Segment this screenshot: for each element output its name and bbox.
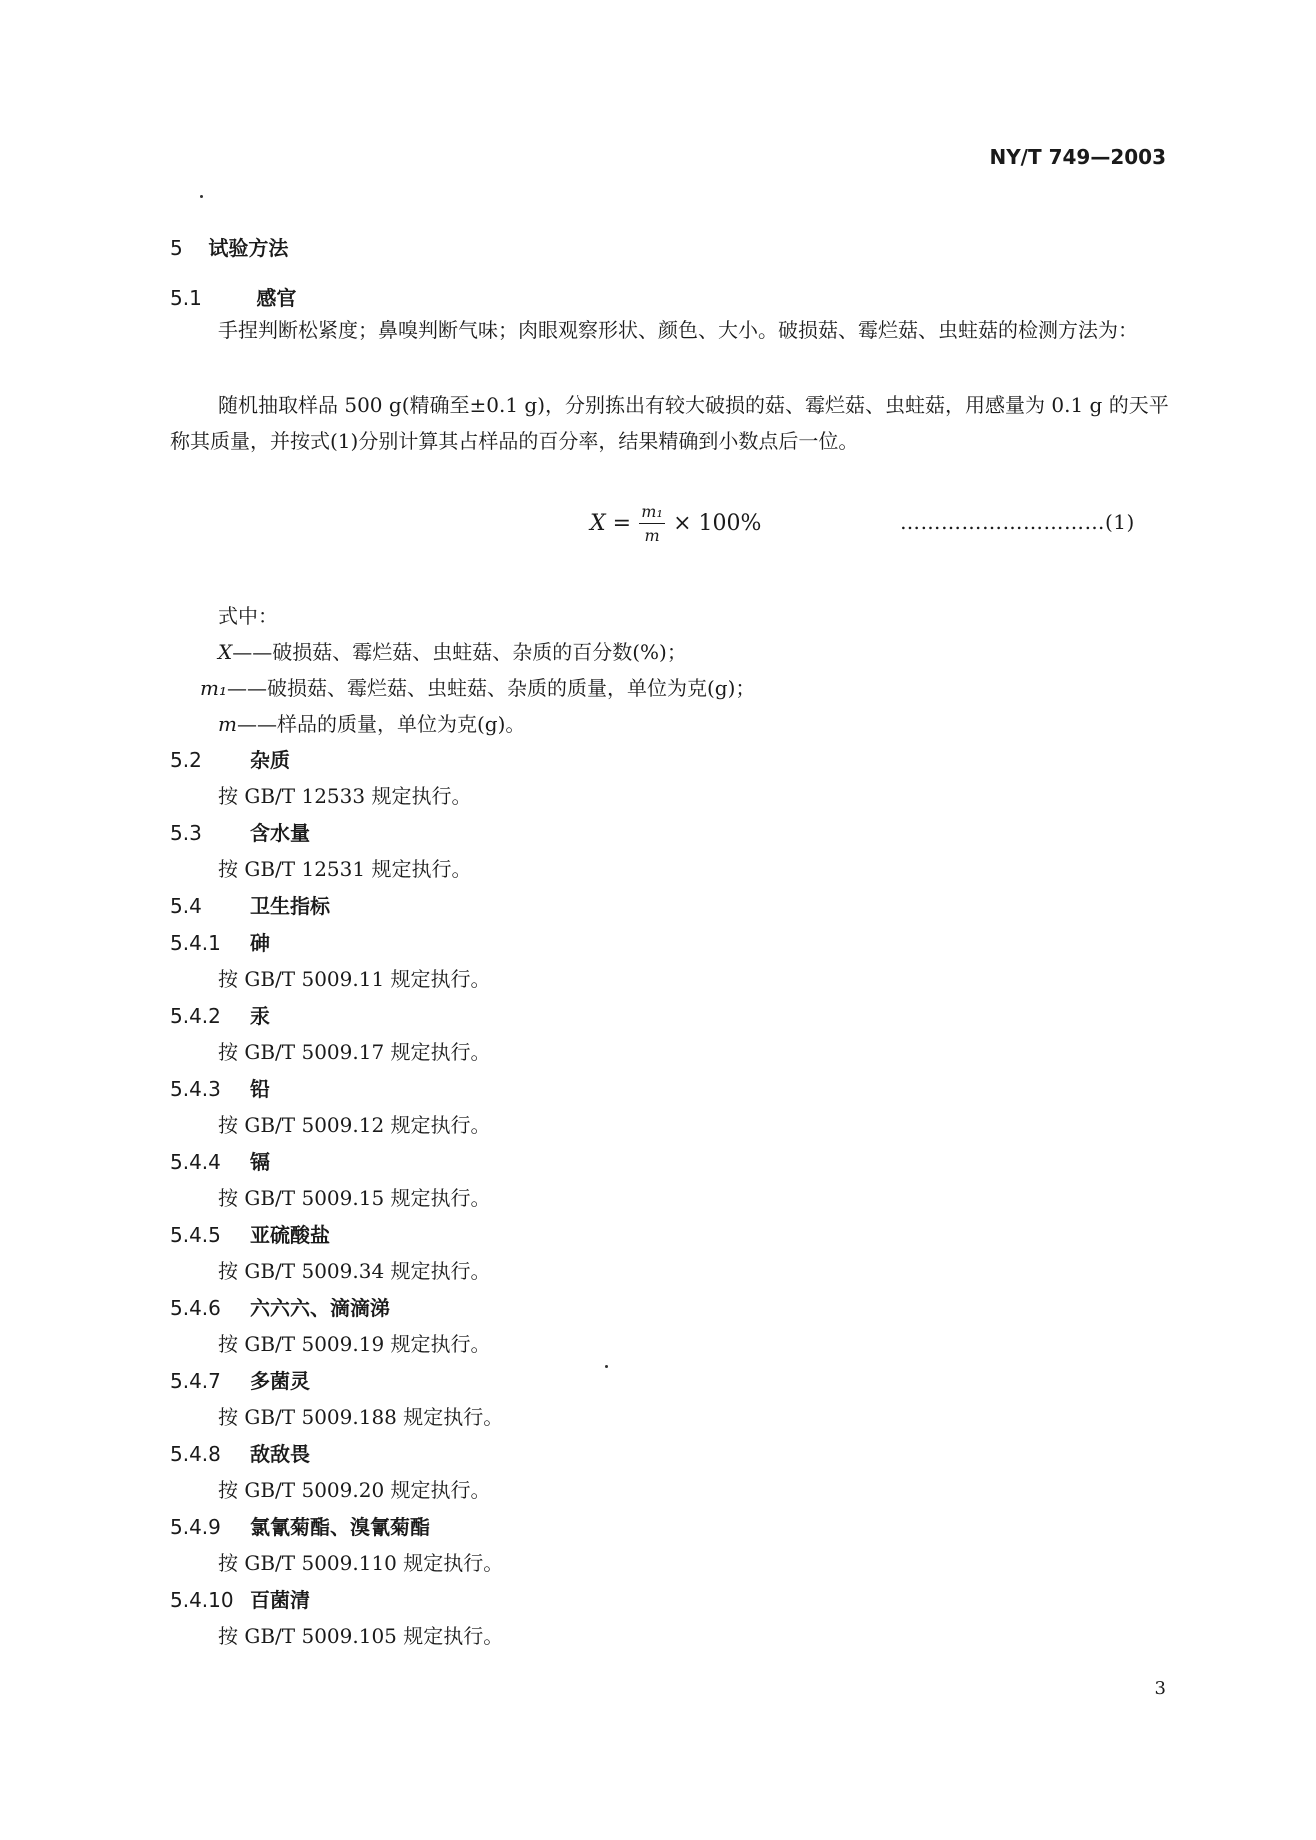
variable-symbol: X (218, 640, 233, 664)
document-code: NY/T 749—2003 (989, 145, 1166, 169)
section-text: 按 GB/T 5009.110 规定执行。 (218, 1551, 504, 1575)
section-heading (170, 1365, 310, 1394)
section-title: 铅 (250, 1077, 270, 1101)
variable-description: ——破损菇、霉烂菇、虫蛀菇、杂质的百分数(%)； (232, 640, 687, 664)
section-number: 5.4.9 (170, 1515, 221, 1539)
section-number: 5.2 (170, 748, 202, 772)
variable-definition (200, 672, 755, 701)
section-text: 按 GB/T 5009.11 规定执行。 (218, 967, 491, 991)
section-text: 按 GB/T 5009.17 规定执行。 (218, 1040, 491, 1064)
equation-reference: …………………………(1) (900, 510, 1135, 534)
section-title: 砷 (250, 931, 270, 955)
variable-symbol: m₁ (200, 676, 227, 700)
formula-denominator: m (644, 526, 660, 545)
section-number: 5.4 (170, 894, 202, 918)
section-number: 5.4.10 (170, 1588, 234, 1612)
section-number: 5.4.1 (170, 931, 221, 955)
section-text: 按 GB/T 5009.19 规定执行。 (218, 1332, 491, 1356)
section-text: 按 GB/T 12533 规定执行。 (218, 784, 472, 808)
variable-definition (218, 708, 525, 737)
section-title: 感官 (256, 286, 297, 310)
section-text: 按 GB/T 5009.20 规定执行。 (218, 1478, 491, 1502)
section-text: 按 GB/T 5009.105 规定执行。 (218, 1624, 504, 1648)
scan-speck (605, 1365, 608, 1368)
variable-description: ——破损菇、霉烂菇、虫蛀菇、杂质的质量，单位为克(g)； (226, 676, 756, 700)
section-text: 按 GB/T 5009.34 规定执行。 (218, 1259, 491, 1283)
section-title: 含水量 (250, 821, 310, 845)
section-title: 敌敌畏 (250, 1442, 310, 1466)
section-text: 按 GB/T 12531 规定执行。 (218, 857, 472, 881)
section-title: 汞 (250, 1004, 270, 1028)
section-title: 亚硫酸盐 (250, 1223, 330, 1247)
section-number: 5.4.5 (170, 1223, 221, 1247)
page-number: 3 (1154, 1678, 1166, 1699)
formula-fraction (639, 502, 665, 545)
section-heading (170, 1438, 310, 1467)
section-number: 5.4.7 (170, 1369, 221, 1393)
section-title: 卫生指标 (250, 894, 330, 918)
section-text: 按 GB/T 5009.188 规定执行。 (218, 1405, 504, 1429)
section-title: 杂质 (250, 748, 290, 772)
section-title: 试验方法 (208, 236, 289, 260)
section-heading (170, 1000, 270, 1029)
section-heading (170, 1073, 270, 1102)
section-number: 5.4.3 (170, 1077, 221, 1101)
section-heading (170, 1584, 310, 1613)
section-heading (170, 1511, 430, 1540)
section-number: 5.4.4 (170, 1150, 221, 1174)
section-heading (170, 1146, 270, 1175)
section-title: 六六六、滴滴涕 (250, 1296, 390, 1320)
formula-rhs: × 100% (673, 511, 762, 536)
section-title: 氯氰菊酯、溴氰菊酯 (250, 1515, 430, 1539)
section-heading (170, 927, 270, 956)
sampling-paragraph: 随机抽取样品 500 g(精确至±0.1 g)，分别拣出有较大破损的菇、霉烂菇、虫蛀菇，用感量为 0.1 g 的天平称其质量，并按式(1)分别计算其占样品的百分率，结果精确到小数点后一位。 (170, 393, 1169, 453)
sensory-paragraph: 手捏判断松紧度；鼻嗅判断气味；肉眼观察形状、颜色、大小。破损菇、霉烂菇、虫蛀菇的检测方法为： (218, 318, 1138, 342)
section-title: 镉 (250, 1150, 270, 1174)
formula-lhs: X = (590, 511, 632, 536)
section-number: 5 (170, 236, 183, 260)
section-heading (170, 744, 290, 773)
section-text: 按 GB/T 5009.15 规定执行。 (218, 1186, 491, 1210)
section-number: 5.3 (170, 821, 202, 845)
section-number: 5.4.2 (170, 1004, 221, 1028)
where-label: 式中： (218, 604, 278, 628)
fraction-bar (639, 523, 665, 524)
section-number: 5.4.8 (170, 1442, 221, 1466)
variable-symbol: m (218, 712, 237, 736)
section-5-heading (170, 232, 288, 261)
section-text: 按 GB/T 5009.12 规定执行。 (218, 1113, 491, 1137)
section-heading (170, 890, 330, 919)
section-title: 多菌灵 (250, 1369, 310, 1393)
section-heading (170, 1219, 330, 1248)
formula-1 (590, 502, 761, 545)
section-heading (170, 1292, 390, 1321)
variable-definition (218, 636, 687, 665)
section-title: 百菌清 (250, 1588, 310, 1612)
scan-speck (200, 195, 203, 198)
formula-numerator: m₁ (641, 502, 663, 521)
section-heading (170, 817, 310, 846)
section-number: 5.1 (170, 286, 202, 310)
section-number: 5.4.6 (170, 1296, 221, 1320)
variable-description: ——样品的质量，单位为克(g)。 (236, 712, 526, 736)
section-5-1-heading (170, 282, 296, 311)
